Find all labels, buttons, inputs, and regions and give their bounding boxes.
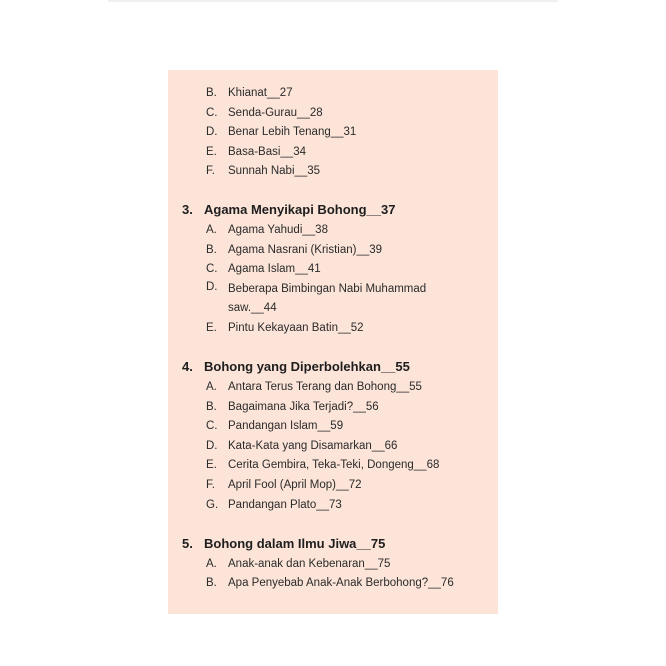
toc-item-letter: A. xyxy=(206,558,217,570)
toc-item-letter: D. xyxy=(206,440,218,452)
toc-item-text: Beberapa Bimbingan Nabi Muhammad saw.__44 xyxy=(228,283,427,314)
toc-item xyxy=(206,145,306,159)
chapter-title: Agama Menyikapi Bohong__37 xyxy=(204,202,396,217)
toc-item xyxy=(206,164,320,178)
toc-item xyxy=(206,400,379,414)
chapter-number: 3. xyxy=(182,202,193,217)
toc-item-text: Bagaimana Jika Terjadi?__56 xyxy=(228,401,379,413)
toc-item xyxy=(206,223,328,237)
toc-item-text: Pandangan Islam__59 xyxy=(228,420,344,432)
chapter-title: Bohong yang Diperbolehkan__55 xyxy=(204,359,410,374)
toc-item-text: Kata-Kata yang Disamarkan__66 xyxy=(228,440,398,452)
toc-item-letter: E. xyxy=(206,459,217,471)
toc-item xyxy=(206,262,321,276)
toc-item xyxy=(206,419,343,433)
toc-item-text: Antara Terus Terang dan Bohong__55 xyxy=(228,381,422,393)
toc-item xyxy=(206,439,397,453)
toc-item-letter: F. xyxy=(206,479,215,491)
toc-item-letter: B. xyxy=(206,577,217,589)
toc-item xyxy=(206,125,356,139)
toc-item-letter: B. xyxy=(206,244,217,256)
toc-item xyxy=(206,557,390,571)
toc-item-text: Agama Yahudi__38 xyxy=(228,224,328,236)
toc-item xyxy=(206,106,323,120)
page-edge-line xyxy=(108,0,558,2)
toc-item-letter: A. xyxy=(206,224,217,236)
toc-item xyxy=(206,478,362,492)
toc-item-letter: C. xyxy=(206,263,218,275)
chapter-heading xyxy=(182,359,410,375)
toc-item-letter: B. xyxy=(206,87,217,99)
toc-item-text: Anak-anak dan Kebenaran__75 xyxy=(228,558,391,570)
toc-item xyxy=(206,280,468,318)
toc-item-text: Pandangan Plato__73 xyxy=(228,499,342,511)
toc-item-text: Apa Penyebab Anak-Anak Berbohong?__76 xyxy=(228,577,454,589)
toc-item-letter: B. xyxy=(206,401,217,413)
toc-item-letter: E. xyxy=(206,322,217,334)
toc-item-letter: G. xyxy=(206,499,219,511)
toc-item xyxy=(206,576,454,590)
toc-item-text: Benar Lebih Tenang__31 xyxy=(228,126,357,138)
toc-item-letter: D. xyxy=(206,281,218,293)
toc-item-text: April Fool (April Mop)__72 xyxy=(228,479,362,491)
toc-item-text: Agama Nasrani (Kristian)__39 xyxy=(228,244,383,256)
toc-item xyxy=(206,243,382,257)
chapter-number: 5. xyxy=(182,536,193,551)
chapter-heading xyxy=(182,202,395,218)
toc-item-letter: C. xyxy=(206,107,218,119)
toc-item-text: Agama Islam__41 xyxy=(228,263,321,275)
toc-item-letter: D. xyxy=(206,126,218,138)
toc-item-letter: E. xyxy=(206,146,217,158)
toc-item xyxy=(206,458,439,472)
toc-item-text: Basa-Basi__34 xyxy=(228,146,306,158)
toc-item-letter: A. xyxy=(206,381,217,393)
toc-item-letter: F. xyxy=(206,165,215,177)
chapter-number: 4. xyxy=(182,359,193,374)
toc-item xyxy=(206,380,422,394)
table-of-contents-page xyxy=(168,70,498,614)
chapter-title: Bohong dalam Ilmu Jiwa__75 xyxy=(204,536,386,551)
toc-item-text: Senda-Gurau__28 xyxy=(228,107,323,119)
chapter-heading xyxy=(182,536,385,552)
toc-item-letter: C. xyxy=(206,420,218,432)
toc-item xyxy=(206,498,342,512)
toc-item xyxy=(206,321,364,335)
toc-item xyxy=(206,86,293,100)
toc-item-text: Khianat__27 xyxy=(228,87,293,99)
toc-item-text: Sunnah Nabi__35 xyxy=(228,165,321,177)
toc-item-text: Cerita Gembira, Teka-Teki, Dongeng__68 xyxy=(228,459,440,471)
toc-item-text: Pintu Kekayaan Batin__52 xyxy=(228,322,364,334)
